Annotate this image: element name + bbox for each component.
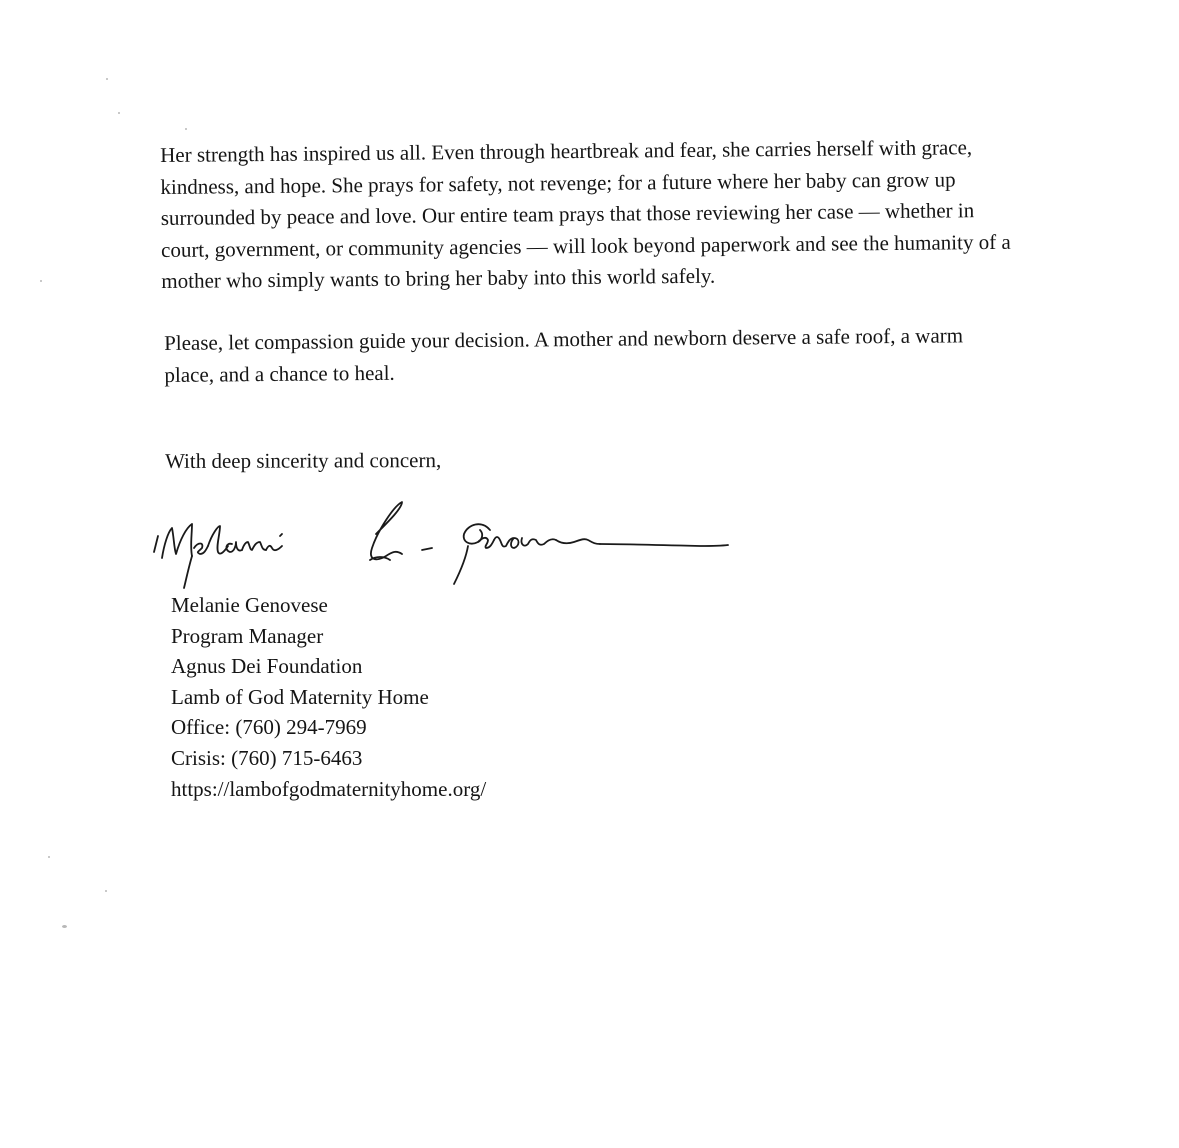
body-paragraph-1 xyxy=(160,130,1151,297)
signer-title: Program Manager xyxy=(171,623,324,648)
signer-program: Lamb of God Maternity Home xyxy=(171,684,429,709)
paragraph-line: place, and a chance to heal. xyxy=(164,360,395,387)
scan-speck xyxy=(62,925,67,928)
paragraph-line: surrounded by peace and love. Our entire team prays that those reviewing her case — whether in xyxy=(160,198,975,230)
paragraph-line: mother who simply wants to bring her baby into this world safely. xyxy=(161,263,716,293)
handwritten-signature xyxy=(140,490,740,590)
paragraph-line: Her strength has inspired us all. Even through heartbreak and fear, she carries herself with grace, xyxy=(160,135,973,167)
scan-speck xyxy=(40,280,42,282)
website-link[interactable]: https://lambofgodmaternityhome.org/ xyxy=(171,776,487,801)
signer-name: Melanie Genovese xyxy=(171,593,328,617)
signer-details xyxy=(171,590,486,804)
paragraph-line: court, government, or community agencies — will look beyond paperwork and see the humanity of a xyxy=(160,229,1011,262)
closing-line: With deep sincerity and concern, xyxy=(165,448,442,473)
body-paragraph-2 xyxy=(164,319,1115,391)
office-phone: Office: (760) 294-7969 xyxy=(171,715,367,740)
scan-speck xyxy=(185,128,187,130)
signer-organization: Agnus Dei Foundation xyxy=(171,654,363,679)
scan-speck xyxy=(106,78,108,80)
scan-speck xyxy=(118,112,120,114)
paragraph-line: Please, let compassion guide your decision. A mother and newborn deserve a safe roof, a warm xyxy=(164,323,964,355)
scan-speck xyxy=(105,890,107,892)
paragraph-line: kindness, and hope. She prays for safety, not revenge; for a future where her baby can grow up xyxy=(160,166,956,199)
crisis-phone: Crisis: (760) 715-6463 xyxy=(171,745,363,770)
scan-speck xyxy=(48,856,50,858)
